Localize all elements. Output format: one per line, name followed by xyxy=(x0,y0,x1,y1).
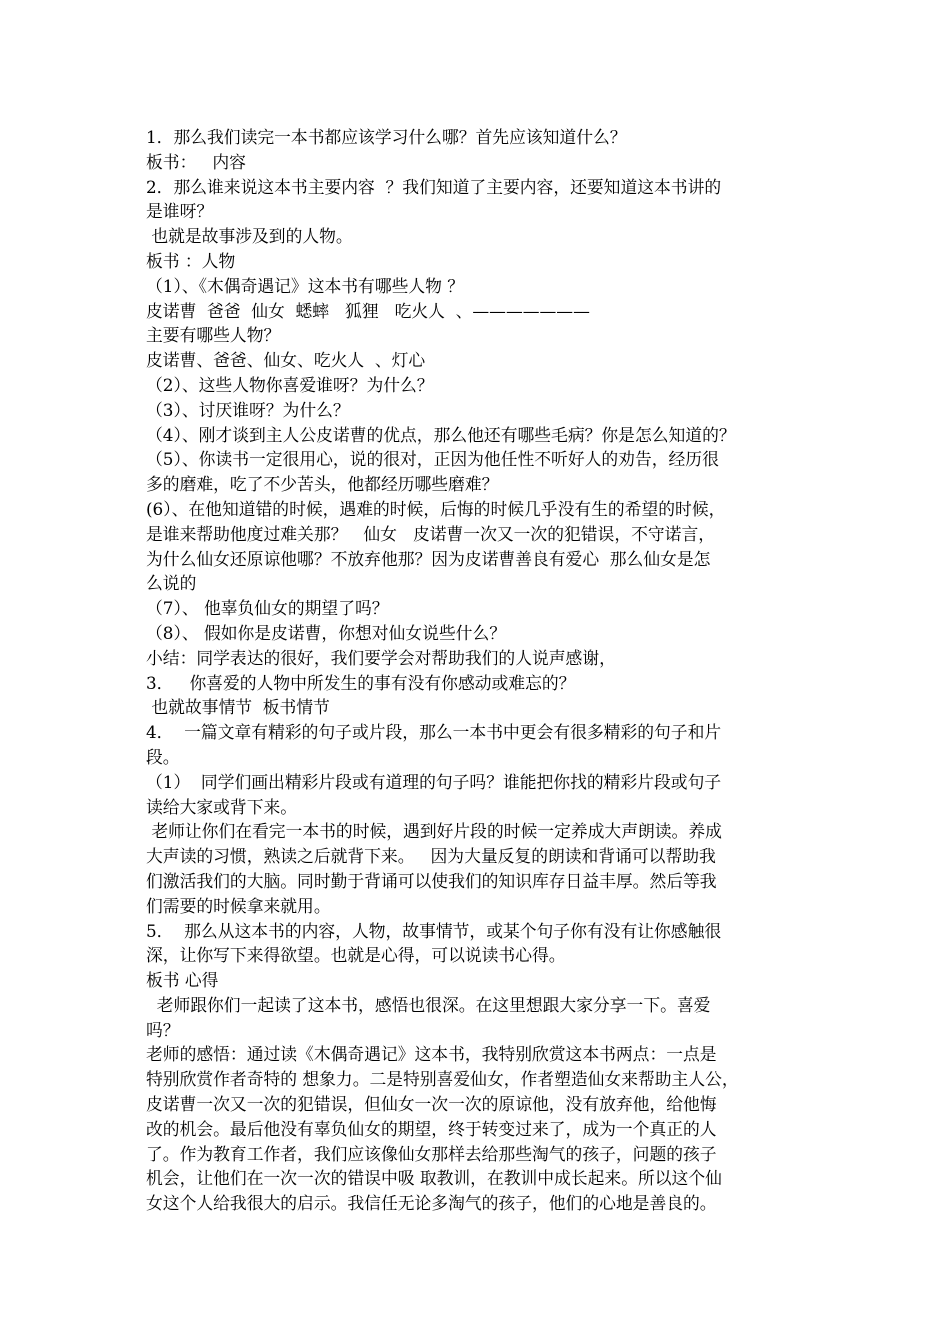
text-line: 板书： 内容 xyxy=(146,151,246,172)
text-line: 们需要的时候拿来就用。 xyxy=(146,895,331,916)
text-line: 5． 那么从这本书的内容，人物，故事情节，或某个句子你有没有让你感触很 xyxy=(146,920,722,941)
text-line: 大声读的习惯，熟读之后就背下来。 因为大量反复的朗读和背诵可以帮助我 xyxy=(146,846,716,867)
text-line: （1）、《木偶奇遇记》这本书有哪些人物 ？ xyxy=(146,275,465,296)
text-line: 吗？ xyxy=(146,1019,180,1040)
text-line: 是谁来帮助他度过难关那？ 仙女 皮诺曹一次又一次的犯错误，不守诺言， xyxy=(146,523,716,544)
text-line: 主要有哪些人物？ xyxy=(146,325,281,346)
text-line: 板书 ：人物 xyxy=(146,250,236,271)
text-line: 段。 xyxy=(146,746,180,767)
text-line: 读给大家或背下来。 xyxy=(146,796,298,817)
text-line: 皮诺曹 爸爸 仙女 蟋蟀 狐狸 吃火人 、——————— xyxy=(146,300,590,321)
text-line: 小结：同学表达的很好，我们要学会对帮助我们的人说声感谢， xyxy=(146,647,616,668)
text-line: 改的机会。最后他没有辜负仙女的期望，终于转变过来了，成为一个真正的人 xyxy=(146,1118,717,1139)
text-line: 1．那么我们读完一本书都应该学习什么哪？首先应该知道什么？ xyxy=(146,127,627,147)
document-body xyxy=(146,125,822,1216)
text-line: 特别欣赏作者奇特的 想象力。二是特别喜爱仙女，作者塑造仙女来帮助主人公， xyxy=(146,1069,739,1090)
text-line: 是谁呀？ xyxy=(146,201,214,222)
text-line: （5）、你读书一定很用心，说的很对，正因为他任性不听好人的劝告，经历很 xyxy=(146,449,719,470)
text-line: 板书 心得 xyxy=(146,970,219,991)
text-line: （7）、 他辜负仙女的期望了吗？ xyxy=(146,598,389,619)
text-line: （8）、 假如你是皮诺曹，你想对仙女说些什么？ xyxy=(146,622,507,643)
text-line: 4． 一篇文章有精彩的句子或片段，那么一本书中更会有很多精彩的句子和片 xyxy=(146,722,722,743)
text-line: 也就故事情节 板书情节 xyxy=(146,697,330,718)
text-line: 深，让你写下来得欲望。也就是心得，可以说读书心得。 xyxy=(146,945,566,966)
text-line: 机会，让他们在一次一次的错误中吸 取教训，在教训中成长起来。所以这个仙 xyxy=(146,1168,722,1189)
text-line: 2．那么谁来说这本书主要内容 ？我们知道了主要内容，还要知道这本书讲的 xyxy=(146,176,722,197)
text-line: 皮诺曹、爸爸、仙女、吃火人 、灯心 xyxy=(146,350,426,371)
text-line: 老师让你们在看完一本书的时候，遇到好片段的时候一定养成大声朗读。养成 xyxy=(146,821,722,842)
text-line: 们激活我们的大脑。同时勤于背诵可以使我们的知识库存日益丰厚。然后等我 xyxy=(146,870,717,891)
text-line: 多的磨难，吃了不少苦头，他都经历哪些磨难？ xyxy=(146,474,499,495)
text-line: 皮诺曹一次又一次的犯错误，但仙女一次一次的原谅他，没有放弃他，给他悔 xyxy=(146,1094,717,1115)
text-line: 为什么仙女还原谅他哪？不放弃他那？因为皮诺曹善良有爱心 那么仙女是怎 xyxy=(146,548,711,569)
text-line: （1） 同学们画出精彩片段或有道理的句子吗？谁能把你找的精彩片段或句子 xyxy=(146,771,722,792)
text-line: 老师跟你们一起读了这本书，感悟也很深。在这里想跟大家分享一下。喜爱 xyxy=(146,994,711,1015)
text-line: （4）、刚才谈到主人公皮诺曹的优点，那么他还有哪些毛病？你是怎么知道的？ xyxy=(146,424,736,445)
text-line: 老师的感悟：通过读《木偶奇遇记》这本书，我特别欣赏这本书两点：一点是 xyxy=(146,1044,717,1065)
text-line: (6）、在他知道错的时候，遇难的时候，后悔的时候几乎没有生的希望的时候， xyxy=(146,498,726,519)
text-line: 了。作为教育工作者，我们应该像仙女那样去给那些淘气的孩子，问题的孩子 xyxy=(146,1143,717,1164)
text-line: （2）、这些人物你喜爱谁呀？为什么？ xyxy=(146,374,434,395)
text-line: 么说的 xyxy=(146,573,197,594)
text-line: 也就是故事涉及到的人物。 xyxy=(146,226,353,247)
text-line: 女这个人给我很大的启示。我信任无论多淘气的孩子，他们的心地是善良的。 xyxy=(146,1193,717,1214)
text-line: （3）、讨厌谁呀？为什么？ xyxy=(146,399,350,420)
text-line: 3． 你喜爱的人物中所发生的事有没有你感动或难忘的？ xyxy=(146,672,576,693)
